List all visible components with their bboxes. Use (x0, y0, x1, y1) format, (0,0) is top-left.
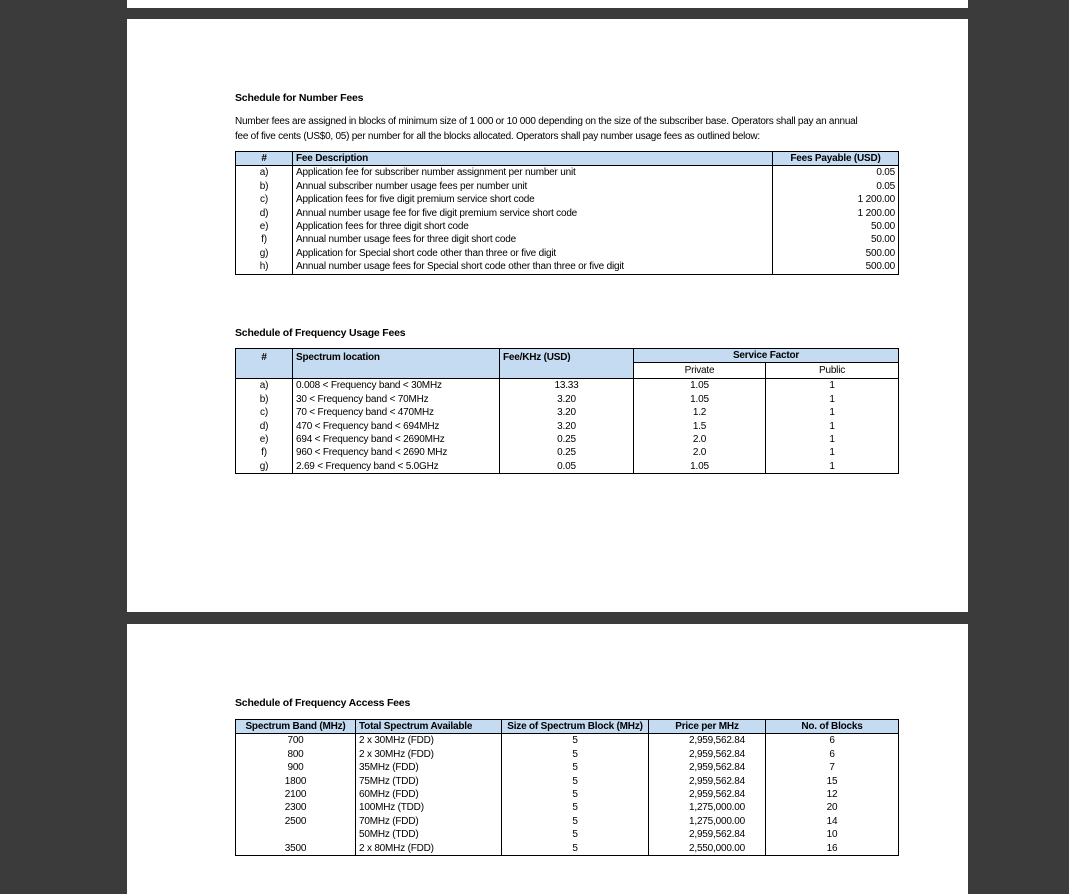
cell-price-per-mhz: 1,275,000.00 (649, 815, 766, 828)
cell-private: 2.0 (634, 446, 766, 459)
number-fees-title: Schedule for Number Fees (235, 92, 364, 104)
cell-total-spectrum: 70MHz (FDD) (356, 815, 502, 828)
table-header-row (236, 152, 899, 166)
cell-fee-per-khz: 0.25 (500, 446, 634, 459)
cell-no-of-blocks: 7 (766, 761, 899, 774)
cell-spectrum-location: 960 < Frequency band < 2690 MHz (293, 446, 500, 459)
cell-private: 1.05 (634, 393, 766, 406)
cell-block-size: 5 (502, 815, 649, 828)
access-fees-section (235, 697, 899, 709)
subheader-public: Public (766, 363, 899, 379)
cell-fees-payable: 50.00 (773, 233, 899, 246)
cell-no-of-blocks: 6 (766, 748, 899, 761)
cell-fee-per-khz: 0.25 (500, 433, 634, 446)
usage-fees-section (235, 327, 899, 339)
document-page-1 (127, 19, 968, 612)
cell-number: a) (236, 166, 293, 180)
cell-spectrum-band: 2300 (236, 801, 356, 814)
table-row (236, 220, 899, 233)
table-row (236, 207, 899, 220)
access-fees-table (235, 719, 899, 856)
usage-fees-title: Schedule of Frequency Usage Fees (235, 327, 406, 339)
usage-fees-table-wrap (235, 348, 899, 474)
table-row (236, 247, 899, 260)
cell-no-of-blocks: 15 (766, 775, 899, 788)
cell-fee-per-khz: 3.20 (500, 393, 634, 406)
cell-spectrum-location: 694 < Frequency band < 2690MHz (293, 433, 500, 446)
cell-block-size: 5 (502, 801, 649, 814)
cell-spectrum-band: 2500 (236, 815, 356, 828)
cell-fee-per-khz: 0.05 (500, 460, 634, 474)
cell-spectrum-band: 2100 (236, 788, 356, 801)
cell-spectrum-band: 900 (236, 761, 356, 774)
cell-spectrum-location: 30 < Frequency band < 70MHz (293, 393, 500, 406)
cell-total-spectrum: 60MHz (FDD) (356, 788, 502, 801)
cell-total-spectrum: 75MHz (TDD) (356, 775, 502, 788)
cell-no-of-blocks: 20 (766, 801, 899, 814)
cell-spectrum-band: 700 (236, 734, 356, 748)
cell-number: b) (236, 180, 293, 193)
subheader-private: Private (634, 363, 766, 379)
cell-private: 1.2 (634, 406, 766, 419)
cell-block-size: 5 (502, 748, 649, 761)
cell-private: 1.05 (634, 379, 766, 393)
table-row (236, 233, 899, 246)
table-row (236, 379, 899, 393)
header-fee-description: Fee Description (293, 152, 773, 166)
table-row (236, 734, 899, 748)
cell-public: 1 (766, 393, 899, 406)
cell-spectrum-location: 470 < Frequency band < 694MHz (293, 420, 500, 433)
header-service-factor: Service Factor (634, 349, 899, 363)
previous-page-fragment (127, 0, 968, 8)
cell-no-of-blocks: 10 (766, 828, 899, 841)
table-row (236, 815, 899, 828)
header-number: # (236, 152, 293, 166)
cell-number: f) (236, 446, 293, 459)
table-row (236, 775, 899, 788)
header-spectrum-location: Spectrum location (293, 349, 500, 379)
number-fees-table-wrap (235, 151, 899, 275)
cell-price-per-mhz: 2,959,562.84 (649, 761, 766, 774)
cell-fees-payable: 1 200.00 (773, 193, 899, 206)
cell-public: 1 (766, 446, 899, 459)
cell-number: e) (236, 220, 293, 233)
cell-no-of-blocks: 6 (766, 734, 899, 748)
number-fees-section (235, 92, 899, 104)
cell-public: 1 (766, 433, 899, 446)
cell-total-spectrum: 35MHz (FDD) (356, 761, 502, 774)
cell-number: c) (236, 406, 293, 419)
table-row (236, 166, 899, 180)
cell-spectrum-band: 800 (236, 748, 356, 761)
cell-no-of-blocks: 14 (766, 815, 899, 828)
cell-price-per-mhz: 2,550,000.00 (649, 842, 766, 856)
cell-total-spectrum: 2 x 30MHz (FDD) (356, 734, 502, 748)
table-row (236, 748, 899, 761)
cell-no-of-blocks: 16 (766, 842, 899, 856)
cell-fees-payable: 0.05 (773, 180, 899, 193)
cell-no-of-blocks: 12 (766, 788, 899, 801)
table-row (236, 460, 899, 474)
cell-fee-description: Annual number usage fees for three digit short code (293, 233, 773, 246)
cell-public: 1 (766, 379, 899, 393)
cell-spectrum-band (236, 828, 356, 841)
intro-line-2: fee of five cents (US$0, 05) per number for all the blocks allocated. Operators shall pay number usage fees as outlined below: (235, 131, 760, 142)
cell-private: 2.0 (634, 433, 766, 446)
cell-total-spectrum: 50MHz (TDD) (356, 828, 502, 841)
access-fees-title: Schedule of Frequency Access Fees (235, 697, 411, 709)
cell-public: 1 (766, 406, 899, 419)
usage-fees-table (235, 348, 899, 474)
table-row (236, 180, 899, 193)
cell-fee-description: Annual subscriber number usage fees per number unit (293, 180, 773, 193)
cell-block-size: 5 (502, 788, 649, 801)
cell-fees-payable: 1 200.00 (773, 207, 899, 220)
table-header-row (236, 349, 899, 363)
number-fees-intro (235, 114, 899, 144)
cell-fees-payable: 50.00 (773, 220, 899, 233)
header-spectrum-band: Spectrum Band (MHz) (236, 720, 356, 734)
table-row (236, 842, 899, 856)
document-page-2 (127, 624, 968, 894)
cell-fee-description: Application fees for five digit premium service short code (293, 193, 773, 206)
cell-fee-description: Application fees for three digit short code (293, 220, 773, 233)
cell-number: h) (236, 260, 293, 274)
cell-fees-payable: 0.05 (773, 166, 899, 180)
cell-block-size: 5 (502, 775, 649, 788)
cell-private: 1.5 (634, 420, 766, 433)
cell-block-size: 5 (502, 828, 649, 841)
cell-public: 1 (766, 460, 899, 474)
cell-number: b) (236, 393, 293, 406)
cell-fees-payable: 500.00 (773, 247, 899, 260)
table-header-row (236, 720, 899, 734)
cell-fee-per-khz: 3.20 (500, 420, 634, 433)
header-price-per-mhz: Price per MHz (649, 720, 766, 734)
header-no-of-blocks: No. of Blocks (766, 720, 899, 734)
header-number: # (236, 349, 293, 379)
cell-spectrum-location: 2.69 < Frequency band < 5.0GHz (293, 460, 500, 474)
cell-price-per-mhz: 2,959,562.84 (649, 748, 766, 761)
table-row (236, 761, 899, 774)
table-row (236, 420, 899, 433)
cell-spectrum-band: 1800 (236, 775, 356, 788)
access-fees-table-wrap (235, 719, 899, 856)
header-block-size: Size of Spectrum Block (MHz) (502, 720, 649, 734)
table-row (236, 446, 899, 459)
cell-spectrum-location: 70 < Frequency band < 470MHz (293, 406, 500, 419)
cell-number: a) (236, 379, 293, 393)
cell-total-spectrum: 2 x 80MHz (FDD) (356, 842, 502, 856)
cell-fee-description: Annual number usage fee for five digit premium service short code (293, 207, 773, 220)
cell-total-spectrum: 2 x 30MHz (FDD) (356, 748, 502, 761)
cell-price-per-mhz: 2,959,562.84 (649, 828, 766, 841)
table-row (236, 393, 899, 406)
header-total-spectrum: Total Spectrum Available (356, 720, 502, 734)
table-row (236, 828, 899, 841)
cell-fee-per-khz: 13.33 (500, 379, 634, 393)
cell-fee-description: Application fee for subscriber number assignment per number unit (293, 166, 773, 180)
cell-public: 1 (766, 420, 899, 433)
cell-number: d) (236, 420, 293, 433)
cell-spectrum-band: 3500 (236, 842, 356, 856)
cell-price-per-mhz: 2,959,562.84 (649, 775, 766, 788)
cell-price-per-mhz: 1,275,000.00 (649, 801, 766, 814)
cell-number: f) (236, 233, 293, 246)
cell-price-per-mhz: 2,959,562.84 (649, 788, 766, 801)
cell-fees-payable: 500.00 (773, 260, 899, 274)
table-row (236, 193, 899, 206)
table-row (236, 801, 899, 814)
table-row (236, 260, 899, 274)
cell-number: c) (236, 193, 293, 206)
intro-line-1: Number fees are assigned in blocks of minimum size of 1 000 or 10 000 depending on the size of the subscriber base. Operators shall pay an annual (235, 116, 858, 127)
table-row (236, 433, 899, 446)
table-row (236, 788, 899, 801)
cell-number: g) (236, 247, 293, 260)
cell-spectrum-location: 0.008 < Frequency band < 30MHz (293, 379, 500, 393)
cell-fee-per-khz: 3.20 (500, 406, 634, 419)
number-fees-table (235, 151, 899, 275)
cell-number: e) (236, 433, 293, 446)
cell-number: d) (236, 207, 293, 220)
header-fees-payable: Fees Payable (USD) (773, 152, 899, 166)
cell-total-spectrum: 100MHz (TDD) (356, 801, 502, 814)
header-fee-per-khz: Fee/KHz (USD) (500, 349, 634, 379)
cell-block-size: 5 (502, 734, 649, 748)
cell-private: 1.05 (634, 460, 766, 474)
cell-block-size: 5 (502, 761, 649, 774)
cell-number: g) (236, 460, 293, 474)
table-row (236, 406, 899, 419)
cell-price-per-mhz: 2,959,562.84 (649, 734, 766, 748)
cell-fee-description: Application for Special short code other than three or five digit (293, 247, 773, 260)
cell-block-size: 5 (502, 842, 649, 856)
cell-fee-description: Annual number usage fees for Special short code other than three or five digit (293, 260, 773, 274)
